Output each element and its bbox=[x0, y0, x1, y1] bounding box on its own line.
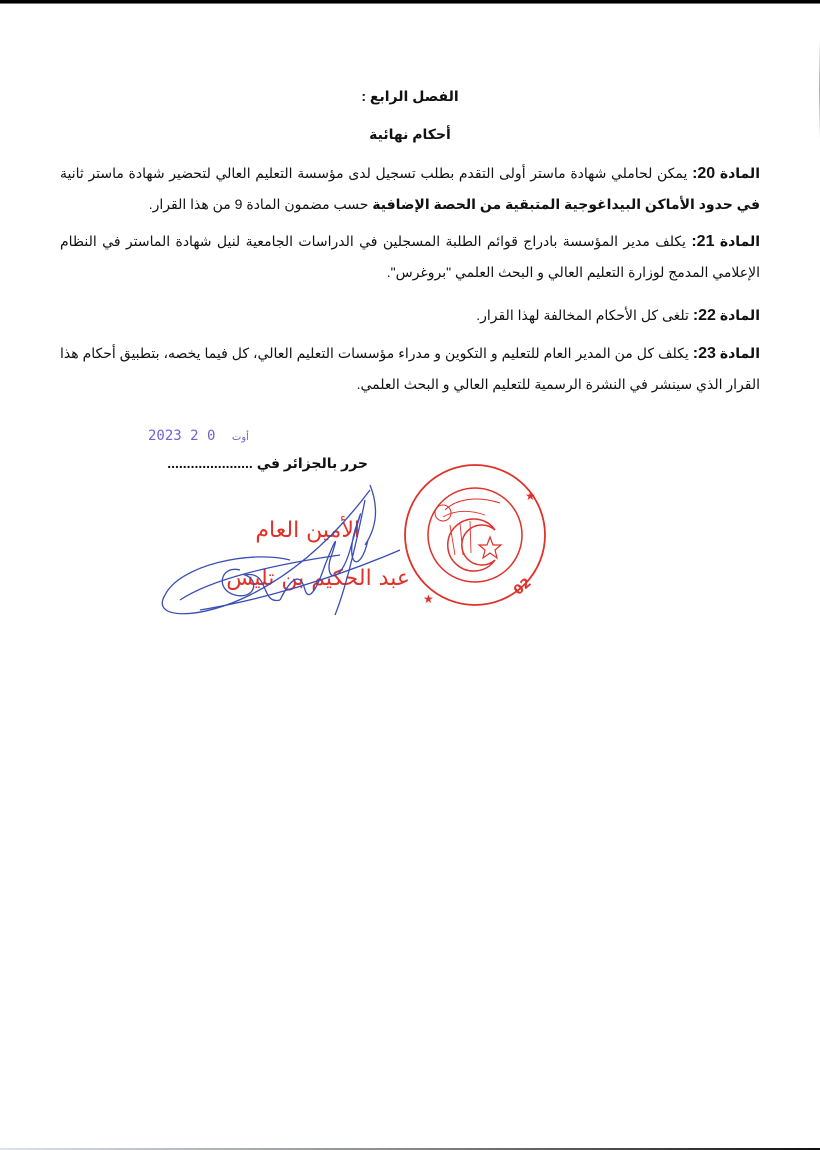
article-text-end: حسب مضمون المادة 9 من هذا القرار. bbox=[148, 196, 373, 212]
article-text: يمكن لحاملي شهادة ماستر أولى التقدم بطلب تسجيل لدى مؤسسة التعليم العالي لتحضير شهادة ماستر ثانية bbox=[60, 165, 693, 181]
article-number: 23: bbox=[692, 345, 716, 362]
article-number: 22: bbox=[692, 307, 716, 324]
article-23 bbox=[60, 338, 760, 399]
article-label: المادة bbox=[719, 307, 760, 323]
svg-text:★: ★ bbox=[525, 489, 536, 503]
article-number: 20: bbox=[692, 165, 716, 182]
signatory-title: الأمين العام bbox=[255, 518, 360, 543]
date-stamp bbox=[148, 428, 257, 444]
article-label: المادة bbox=[719, 345, 760, 361]
article-label: المادة bbox=[719, 165, 760, 181]
article-text: يكلف كل من المدير العام للتعليم و التكوين و مدراء مؤسسات التعليم العالي، كل فيما يخصه، بتطبيق أحكام هذا القرار الذي سينشر في النشرة الرسمية للتعليم العالي و البحث العلمي. bbox=[60, 345, 760, 392]
signatory-name: عبد الحكيم بن تليس bbox=[226, 566, 410, 591]
date-stamp-year: 2023 bbox=[148, 428, 182, 444]
article-text: يكلف مدير المؤسسة بادراج قوائم الطلبة المسجلين في الدراسات الجامعية لنيل شهادة الماستر في النظام الإعلامي المدمج لوزارة التعليم العالي و البحث العلمي "بروغرس". bbox=[60, 233, 760, 280]
article-number: 21: bbox=[691, 233, 715, 250]
issued-in-line: حرر بالجزائر في ...................... bbox=[167, 455, 368, 471]
date-stamp-day: 0 2 bbox=[190, 428, 216, 444]
article-20 bbox=[60, 158, 760, 219]
article-bold-text: في حدود الأماكن البيداغوجية المتبقية من الحصة الإضافية bbox=[372, 196, 760, 212]
official-seal-icon bbox=[375, 455, 555, 615]
article-22 bbox=[60, 300, 760, 331]
page-top-edge-shade bbox=[0, 3, 820, 4]
date-stamp-month: أوت bbox=[231, 432, 249, 443]
chapter-heading: الفصل الرابع : bbox=[361, 88, 459, 104]
section-title: أحكام نهائية bbox=[369, 126, 451, 142]
article-label: المادة bbox=[719, 233, 761, 249]
seal-number: 02 bbox=[511, 575, 535, 599]
article-text: تلغى كل الأحكام المخالفة لهذا القرار. bbox=[476, 307, 693, 323]
signature-block bbox=[140, 470, 410, 630]
svg-text:★: ★ bbox=[423, 592, 434, 606]
handwritten-signature-icon bbox=[140, 470, 400, 630]
article-21 bbox=[60, 226, 760, 287]
